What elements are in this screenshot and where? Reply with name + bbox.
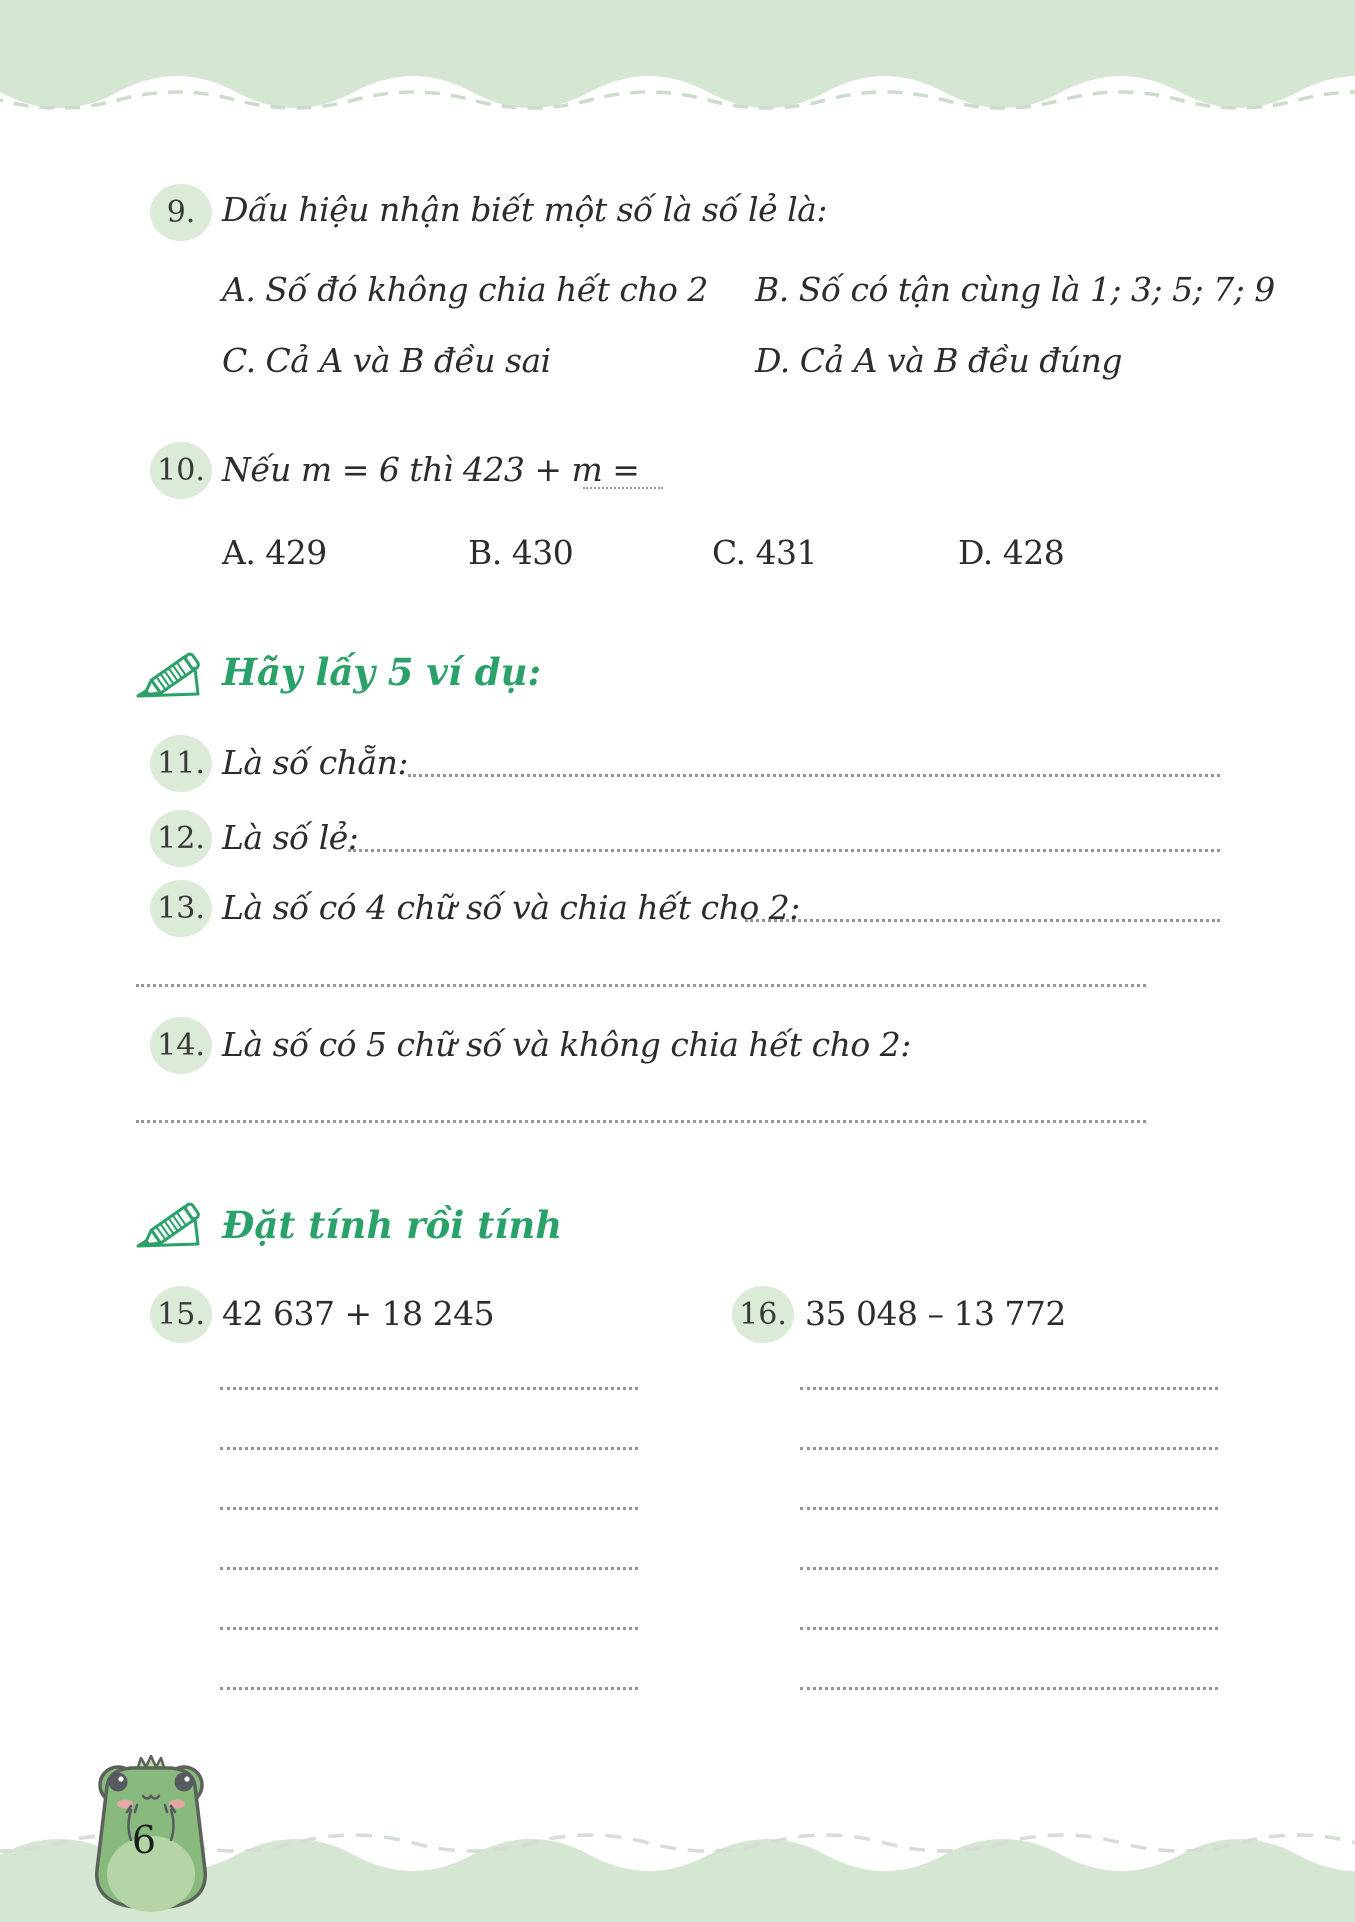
question-14-answer-line (136, 1120, 1146, 1123)
question-11-answer-line (408, 774, 1220, 777)
question-10-option-c: C. 431 (712, 533, 818, 572)
question-11-number-badge: 11. (150, 735, 212, 792)
question-16-number-badge: 16. (732, 1286, 794, 1343)
question-15-work-line (220, 1567, 638, 1570)
question-13-answer-line (745, 919, 1220, 922)
question-15-work-line (220, 1387, 638, 1390)
question-9-option-c: C. Cả A và B đều sai (222, 341, 551, 380)
question-14-number-badge: 14. (150, 1017, 212, 1074)
question-10-number-badge: 10. (150, 442, 212, 499)
question-14-text: Là số có 5 chữ số và không chia hết cho 2: (222, 1025, 911, 1064)
section-title-compute: Đặt tính rồi tính (222, 1203, 563, 1247)
question-15-expression: 42 637 + 18 245 (222, 1294, 495, 1333)
pencil-paper-icon (130, 1188, 216, 1256)
question-13-answer-line-2 (136, 984, 1146, 987)
question-16-work-line (800, 1447, 1218, 1450)
pencil-paper-icon (130, 638, 216, 706)
question-16-expression: 35 048 – 13 772 (805, 1294, 1066, 1333)
question-16-work-line (800, 1387, 1218, 1390)
question-16-work-line (800, 1627, 1218, 1630)
question-15-number-badge: 15. (150, 1286, 212, 1343)
question-12-number-badge: 12. (150, 810, 212, 867)
question-15-work-line (220, 1447, 638, 1450)
page-number: 6 (131, 1818, 157, 1862)
question-15-work-line (220, 1687, 638, 1690)
question-10-option-d: D. 428 (958, 533, 1065, 572)
question-13-text: Là số có 4 chữ số và chia hết cho 2: (222, 888, 800, 927)
top-wave-band (0, 0, 1355, 130)
question-12-text: Là số lẻ: (222, 818, 359, 857)
question-9-number-badge: 9. (150, 184, 212, 241)
question-16-work-line (800, 1507, 1218, 1510)
question-9-option-d: D. Cả A và B đều đúng (755, 341, 1122, 380)
question-10-text: Nếu m = 6 thì 423 + m = (222, 450, 640, 489)
question-10-option-b: B. 430 (468, 533, 574, 572)
top-stitch-dashed-line (0, 92, 1355, 108)
question-11-text: Là số chẵn: (222, 743, 408, 782)
question-10-option-a: A. 429 (222, 533, 327, 572)
question-10-answer-blank (583, 487, 663, 489)
top-band-shape (0, 0, 1355, 108)
question-16-work-line (800, 1687, 1218, 1690)
question-13-number-badge: 13. (150, 880, 212, 937)
question-15-work-line (220, 1627, 638, 1630)
question-12-answer-line (348, 849, 1220, 852)
question-16-work-line (800, 1567, 1218, 1570)
section-title-examples: Hãy lấy 5 ví dụ: (222, 650, 542, 694)
question-9-text: Dấu hiệu nhận biết một số là số lẻ là: (222, 190, 827, 229)
question-9-option-b: B. Số có tận cùng là 1; 3; 5; 7; 9 (755, 270, 1275, 309)
question-15-work-line (220, 1507, 638, 1510)
question-9-option-a: A. Số đó không chia hết cho 2 (222, 270, 708, 309)
